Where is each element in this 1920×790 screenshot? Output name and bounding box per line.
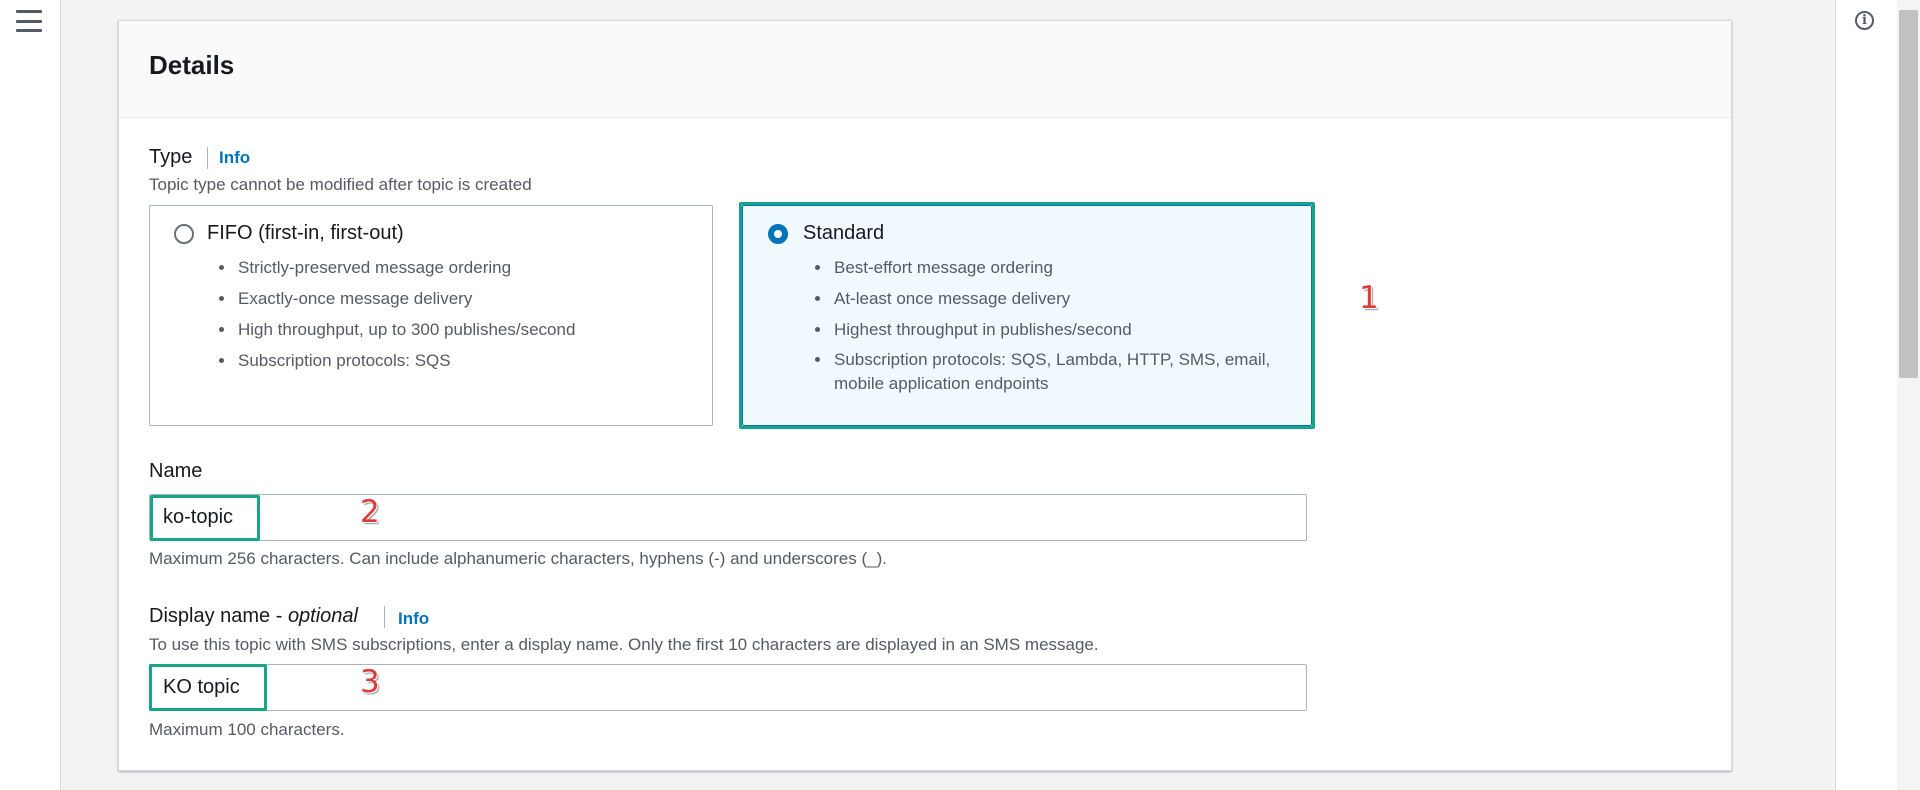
details-panel bbox=[118, 20, 1732, 771]
left-nav-rail bbox=[0, 0, 61, 790]
type-option-fifo[interactable] bbox=[149, 205, 713, 426]
fifo-option-title: FIFO (first-in, first-out) bbox=[207, 222, 404, 244]
hamburger-menu-icon[interactable] bbox=[16, 10, 42, 32]
name-label: Name bbox=[149, 460, 203, 482]
display-name-description: To use this topic with SMS subscriptions, enter a display name. Only the first 10 characters are displayed in an SMS message. bbox=[149, 635, 1099, 654]
standard-radio-button[interactable] bbox=[768, 224, 788, 244]
display-name-label-divider bbox=[384, 606, 385, 628]
type-label: Type bbox=[149, 146, 193, 168]
standard-option-title: Standard bbox=[803, 222, 885, 244]
annotation-number-3: 3 bbox=[360, 664, 380, 700]
display-name-optional-text: optional bbox=[287, 605, 358, 627]
fifo-radio-button[interactable] bbox=[174, 224, 194, 244]
list-item: • Subscription protocols: SQS, Lambda, HTTP, SMS, email, mobile application endpoints bbox=[832, 348, 1272, 396]
display-name-label bbox=[149, 605, 358, 628]
type-option-standard[interactable] bbox=[742, 205, 1312, 426]
panel-title: Details bbox=[149, 50, 235, 80]
name-input[interactable] bbox=[149, 494, 1307, 541]
list-item: • At-least once message delivery bbox=[832, 283, 1272, 314]
standard-feature-list bbox=[812, 252, 1272, 396]
display-name-info-link[interactable]: Info bbox=[398, 609, 430, 628]
list-item: • Subscription protocols: SQS bbox=[236, 345, 706, 376]
type-label-divider bbox=[207, 147, 208, 169]
display-name-label-text: Display name - bbox=[149, 605, 288, 627]
display-name-input[interactable] bbox=[149, 664, 1307, 711]
list-item: • Best-effort message ordering bbox=[832, 252, 1272, 283]
type-description: Topic type cannot be modified after topic is created bbox=[149, 175, 532, 194]
page-scrollbar-thumb[interactable] bbox=[1899, 10, 1918, 378]
list-item: • Highest throughput in publishes/second bbox=[832, 314, 1272, 345]
panel-header bbox=[119, 21, 1731, 118]
name-constraint-text: Maximum 256 characters. Can include alphanumeric characters, hyphens (-) and underscores (_). bbox=[149, 549, 887, 568]
annotation-number-1: 1 bbox=[1359, 280, 1379, 316]
display-name-constraint-text: Maximum 100 characters. bbox=[149, 720, 345, 739]
type-info-link[interactable]: Info bbox=[219, 148, 251, 167]
right-tools-rail bbox=[1835, 0, 1898, 790]
info-circle-icon[interactable]: i bbox=[1855, 11, 1874, 30]
list-item: • High throughput, up to 300 publishes/second bbox=[236, 314, 706, 345]
list-item: • Exactly-once message delivery bbox=[236, 283, 706, 314]
fifo-feature-list bbox=[216, 252, 706, 376]
list-item: • Strictly-preserved message ordering bbox=[236, 252, 706, 283]
annotation-number-2: 2 bbox=[360, 494, 380, 530]
